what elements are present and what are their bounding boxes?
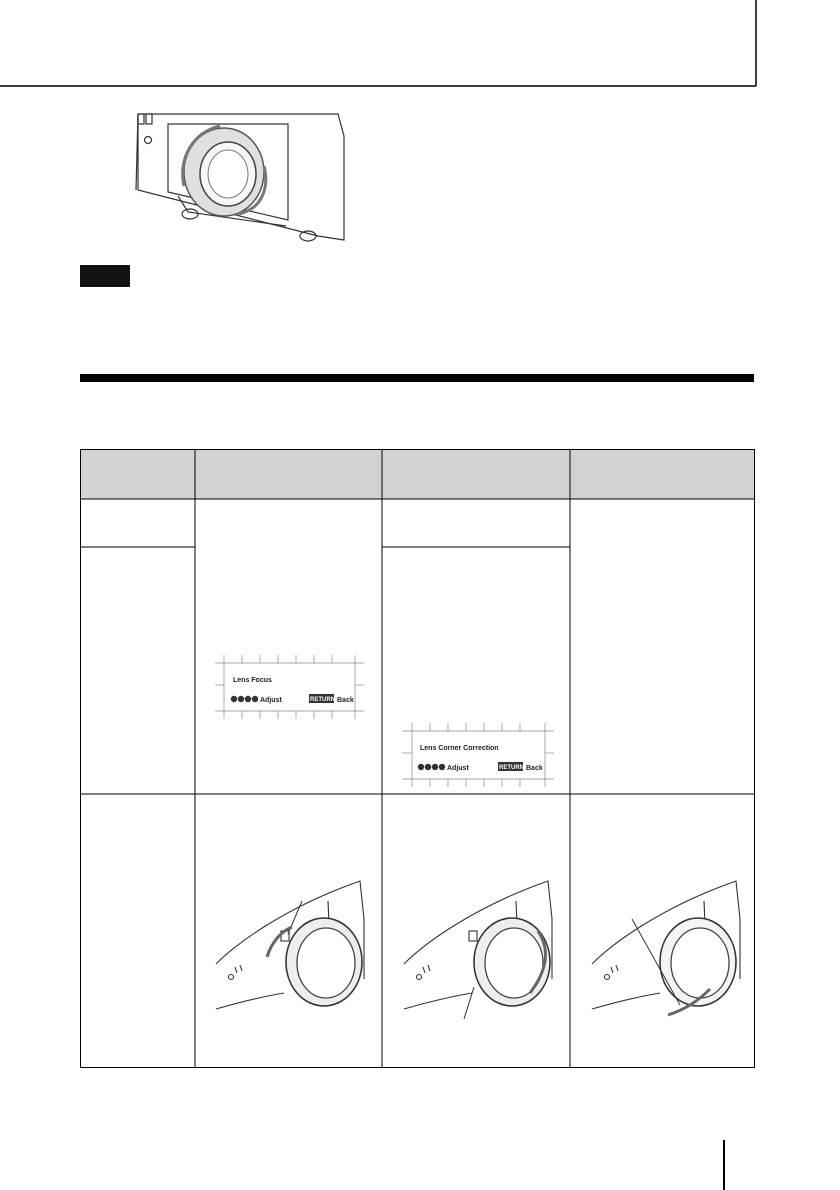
osd-focus-adjust: Adjust [260,697,282,704]
projector-focus-illustration [118,100,358,252]
osd-focus-return: RETURN [310,697,335,703]
arrow-buttons-icon [418,764,445,770]
arrow-buttons-icon [231,696,258,702]
top-corner-line [0,0,840,100]
lens-adjustment-table [80,449,755,1068]
osd-lens-corner-correction-screen [402,723,554,787]
section-heading-bar [80,374,754,382]
table-header-row [80,449,755,499]
lens-zoom-ring-illustration [592,881,740,1015]
lens-corner-ring-illustration [404,881,552,1019]
osd-lens-focus-screen [215,655,364,719]
note-badge [80,265,130,287]
osd-corner-back: Back [526,765,543,772]
osd-corner-return: RETURN [499,765,524,771]
lens-focus-ring-illustration [216,881,364,1009]
osd-focus-back: Back [337,697,354,704]
osd-corner-adjust: Adjust [447,765,469,772]
page-edge-rule [723,1140,725,1190]
osd-corner-title: Lens Corner Correction [420,745,499,752]
osd-focus-title: Lens Focus [233,677,272,684]
